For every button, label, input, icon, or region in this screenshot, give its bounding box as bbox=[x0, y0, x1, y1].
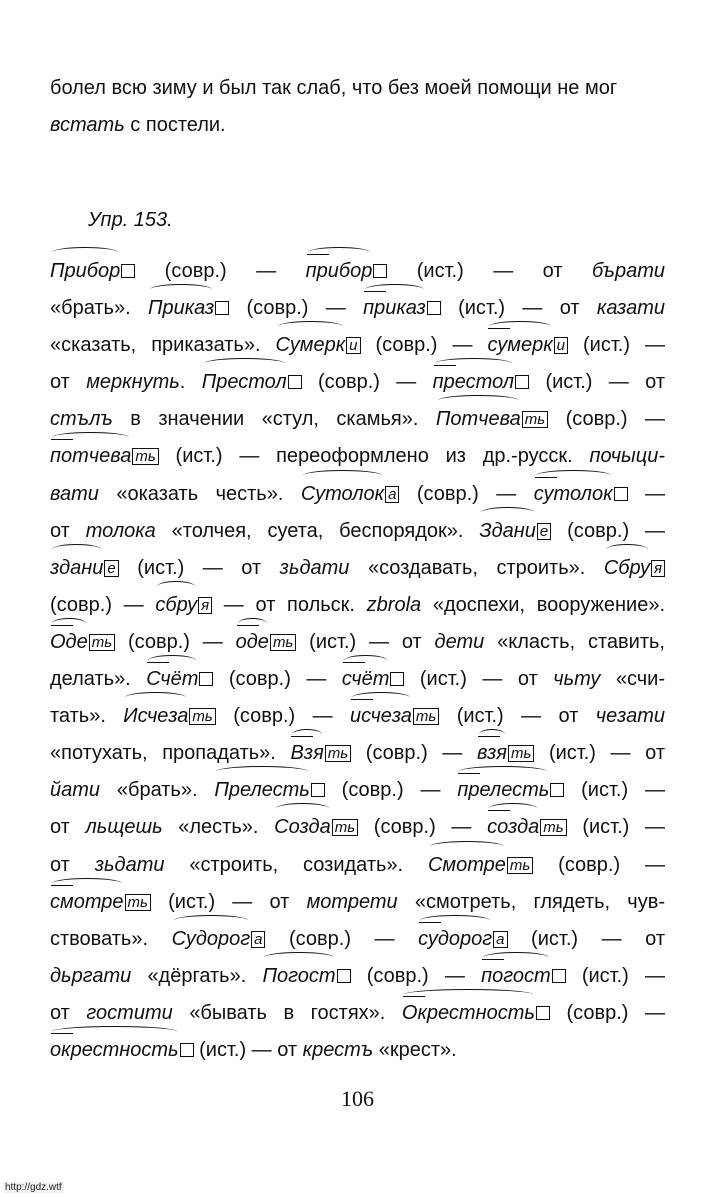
morpheme-word bbox=[50, 476, 99, 513]
ending-box: ть bbox=[189, 708, 215, 725]
plain-text: (совр.) — bbox=[115, 630, 236, 653]
plain-text: «строить, созидать». bbox=[164, 853, 428, 876]
morpheme-word bbox=[597, 290, 665, 327]
root-arc-mark bbox=[264, 952, 333, 963]
plain-text: от bbox=[50, 1001, 87, 1024]
ending-box: ть bbox=[89, 634, 115, 651]
plain-text: тать». bbox=[50, 705, 124, 728]
plain-text: — от польск. bbox=[212, 593, 367, 616]
morpheme-word bbox=[479, 513, 536, 550]
word-text: прелесть bbox=[457, 779, 550, 802]
root-arc-mark bbox=[606, 544, 648, 555]
ending-box: ть bbox=[413, 708, 439, 725]
text-line bbox=[50, 1032, 665, 1069]
null-ending-box bbox=[215, 301, 229, 315]
morpheme-word bbox=[50, 772, 100, 809]
word-text: Сбру bbox=[603, 556, 650, 579]
word-text: смотре bbox=[50, 890, 124, 913]
plain-text: (совр.) — bbox=[50, 593, 156, 616]
word-text: потчева bbox=[50, 445, 132, 468]
morpheme-word bbox=[306, 253, 373, 290]
plain-text: ствовать». bbox=[50, 927, 172, 950]
null-ending-box bbox=[373, 264, 387, 278]
word-text: счёт bbox=[341, 668, 390, 691]
intro-line-1: болел всю зиму и был так слаб, что без моей помощи не мог bbox=[50, 77, 618, 99]
root-arc-mark bbox=[52, 618, 86, 629]
morpheme-word bbox=[553, 661, 600, 698]
word-text: бърати bbox=[591, 260, 665, 282]
null-ending-box bbox=[121, 264, 135, 278]
morpheme-word bbox=[202, 364, 287, 401]
plain-text: (ист.) — bbox=[566, 816, 665, 839]
ending-box: а bbox=[385, 486, 399, 503]
word-text: Сутолок bbox=[300, 482, 385, 505]
null-ending-box bbox=[311, 783, 325, 797]
ending-box: а bbox=[251, 931, 265, 948]
morpheme-word bbox=[50, 550, 103, 587]
root-arc-mark bbox=[489, 321, 550, 332]
word-text: Приказ bbox=[147, 297, 215, 320]
word-text: крестъ bbox=[302, 1038, 374, 1061]
root-arc-mark bbox=[174, 915, 249, 926]
plain-text: в значении «стул, скамья». bbox=[112, 408, 436, 431]
plain-text: (совр.) — bbox=[551, 519, 665, 542]
ending-box: ть bbox=[325, 745, 351, 762]
plain-text: «счи- bbox=[600, 668, 665, 691]
root-arc-mark bbox=[52, 432, 129, 443]
morpheme-word bbox=[50, 1032, 179, 1069]
plain-text: «оказать честь». bbox=[98, 482, 301, 505]
word-text: стълъ bbox=[50, 408, 113, 431]
morpheme-word bbox=[50, 253, 120, 290]
plain-text: «создавать, строить». bbox=[349, 556, 604, 579]
plain-text: (совр.) — bbox=[549, 1001, 666, 1024]
plain-text: (совр.) — bbox=[215, 705, 350, 728]
morpheme-word bbox=[402, 995, 535, 1032]
morpheme-word bbox=[50, 624, 88, 661]
plain-text: (ист.) — от bbox=[387, 260, 592, 282]
word-text: Здани bbox=[479, 519, 536, 542]
plain-text: «брать». bbox=[50, 297, 148, 320]
plain-text: (совр.) — bbox=[360, 334, 488, 357]
word-text: оде bbox=[235, 630, 269, 653]
root-arc-mark bbox=[308, 247, 371, 258]
root-arc-mark bbox=[52, 1026, 177, 1037]
plain-text: от bbox=[50, 816, 86, 839]
morpheme-word bbox=[274, 809, 331, 846]
plain-text: (совр.) — bbox=[135, 260, 306, 282]
plain-text: от bbox=[50, 519, 86, 542]
root-arc-mark bbox=[52, 247, 118, 258]
ending-box: ть bbox=[125, 894, 151, 911]
root-arc-mark bbox=[303, 470, 382, 481]
root-arc-mark bbox=[238, 618, 267, 629]
word-text: Погост bbox=[262, 964, 336, 987]
morpheme-word bbox=[86, 364, 180, 401]
text-line bbox=[50, 253, 665, 290]
plain-text: (совр.) — bbox=[301, 371, 433, 394]
plain-text: (ист.) — от bbox=[507, 927, 665, 950]
text-line bbox=[50, 476, 665, 513]
word-text: Сумерк bbox=[275, 334, 346, 357]
word-text: зьдати bbox=[94, 853, 165, 876]
text-line bbox=[50, 290, 665, 327]
word-text: прибор bbox=[305, 260, 373, 282]
plain-text: (совр.) — bbox=[265, 927, 419, 950]
ending-box: ть bbox=[540, 819, 566, 836]
plain-text: (ист.) — bbox=[565, 964, 665, 987]
root-arc-mark bbox=[352, 692, 410, 703]
root-arc-mark bbox=[216, 766, 307, 777]
word-text: казати bbox=[596, 297, 665, 320]
word-text: Престол bbox=[201, 371, 287, 394]
word-text: Оде bbox=[50, 630, 88, 653]
morpheme-word bbox=[307, 884, 398, 921]
word-text: судорог bbox=[418, 927, 493, 950]
word-text: созда bbox=[487, 816, 540, 839]
word-text: мотрети bbox=[306, 890, 398, 913]
word-text: сбру bbox=[155, 593, 198, 616]
null-ending-box bbox=[199, 672, 213, 686]
ending-box: я bbox=[198, 597, 212, 614]
plain-text: (ист.) — от bbox=[534, 742, 665, 765]
null-ending-box bbox=[427, 301, 441, 315]
root-arc-mark bbox=[489, 803, 537, 814]
morpheme-word bbox=[418, 921, 492, 958]
root-arc-mark bbox=[420, 915, 490, 926]
morpheme-word bbox=[435, 624, 485, 661]
ending-box: ть bbox=[507, 857, 533, 874]
root-arc-mark bbox=[481, 507, 534, 518]
morpheme-word bbox=[301, 476, 384, 513]
null-ending-box bbox=[288, 375, 302, 389]
root-arc-mark bbox=[483, 952, 549, 963]
morpheme-word bbox=[50, 884, 124, 921]
ending-box: ть bbox=[332, 819, 358, 836]
plain-text: «толчея, суета, беспорядок». bbox=[155, 519, 480, 542]
ending-box: а bbox=[493, 931, 507, 948]
text-line bbox=[50, 735, 665, 772]
text-line bbox=[50, 698, 665, 735]
watermark-link[interactable]: http://gdz.wtf bbox=[5, 1182, 62, 1193]
text-line bbox=[50, 921, 665, 958]
word-text: меркнуть bbox=[86, 371, 180, 394]
morpheme-word bbox=[367, 587, 421, 624]
plain-text: «крест». bbox=[373, 1038, 457, 1061]
plain-text: (совр.) — bbox=[548, 408, 665, 431]
plain-text: (ист.) — от bbox=[193, 1038, 303, 1061]
word-text: йати bbox=[50, 779, 101, 802]
morpheme-word bbox=[155, 587, 197, 624]
plain-text: «смотреть, глядеть, чув- bbox=[397, 890, 666, 913]
text-line bbox=[50, 809, 665, 846]
morpheme-word bbox=[172, 921, 251, 958]
word-text: дети bbox=[434, 630, 485, 653]
morpheme-word bbox=[280, 550, 350, 587]
word-text: приказ bbox=[363, 297, 426, 320]
null-ending-box bbox=[550, 783, 564, 797]
word-text: взя bbox=[476, 742, 507, 765]
ending-box: ть bbox=[132, 448, 158, 465]
null-ending-box bbox=[180, 1043, 194, 1057]
root-arc-mark bbox=[292, 729, 321, 740]
root-arc-mark bbox=[536, 470, 611, 481]
plain-text: от bbox=[50, 853, 95, 876]
text-line bbox=[50, 550, 665, 587]
ending-box: е bbox=[104, 560, 118, 577]
null-ending-box bbox=[337, 969, 351, 983]
plain-text: «доспехи, вооружение». bbox=[421, 593, 666, 616]
word-text: Счёт bbox=[146, 668, 199, 691]
plain-text: (ист.) — от bbox=[118, 556, 280, 579]
root-arc-mark bbox=[278, 321, 344, 332]
word-text: сутолок bbox=[533, 482, 613, 505]
plain-text: «потухать, пропадать». bbox=[50, 742, 291, 765]
root-arc-mark bbox=[157, 581, 195, 592]
word-text: льщешь bbox=[85, 816, 163, 839]
plain-text: (ист.) — от bbox=[529, 371, 665, 394]
intro-italic-word: встать bbox=[50, 114, 125, 136]
plain-text: (ист.) — bbox=[564, 779, 665, 802]
ending-box: и bbox=[554, 337, 568, 354]
plain-text: . bbox=[179, 371, 202, 394]
word-text: Смотре bbox=[427, 853, 506, 876]
root-arc-mark bbox=[148, 655, 196, 666]
page-number: 106 bbox=[341, 1086, 374, 1111]
word-text: исчеза bbox=[349, 705, 412, 728]
plain-text: «бывать в гостях». bbox=[172, 1001, 402, 1024]
word-text: почыци- bbox=[589, 445, 665, 468]
ending-box: е bbox=[537, 523, 551, 540]
exercise-title: Упр. 153. bbox=[88, 209, 173, 231]
word-text: вати bbox=[50, 482, 99, 505]
root-arc-mark bbox=[430, 841, 504, 852]
word-text: Судорог bbox=[171, 927, 251, 950]
plain-text: «лесть». bbox=[162, 816, 275, 839]
text-line bbox=[50, 958, 665, 995]
root-arc-mark bbox=[479, 729, 505, 740]
word-text: чьту bbox=[553, 668, 601, 691]
plain-text: — bbox=[627, 482, 665, 505]
ending-box: ть bbox=[522, 411, 548, 428]
null-ending-box bbox=[536, 1006, 550, 1020]
plain-text: «дёргать». bbox=[131, 964, 263, 987]
plain-text: (совр.) — bbox=[213, 668, 342, 691]
root-arc-mark bbox=[404, 989, 533, 1000]
word-text: здани bbox=[50, 556, 104, 579]
word-text: Прелесть bbox=[214, 779, 310, 802]
word-text: Прибор bbox=[50, 260, 121, 282]
plain-text: (совр.) — bbox=[351, 742, 477, 765]
text-line bbox=[50, 513, 665, 550]
word-text: Взя bbox=[290, 742, 324, 765]
text-line bbox=[50, 401, 665, 438]
morpheme-word bbox=[262, 958, 335, 995]
word-text: окрестность bbox=[50, 1038, 179, 1061]
plain-text: «класть, ставить, bbox=[484, 630, 665, 653]
text-line bbox=[50, 884, 665, 921]
ending-box: я bbox=[651, 560, 665, 577]
morpheme-word bbox=[589, 438, 665, 475]
root-arc-mark bbox=[125, 692, 186, 703]
morpheme-word bbox=[487, 809, 539, 846]
plain-text: делать». bbox=[50, 668, 147, 691]
word-text: дьргати bbox=[50, 964, 132, 987]
root-arc-mark bbox=[459, 766, 547, 777]
ending-box: ть bbox=[508, 745, 534, 762]
text-line bbox=[50, 327, 665, 364]
root-arc-mark bbox=[204, 358, 285, 369]
plain-text: от bbox=[50, 371, 87, 394]
morpheme-word bbox=[276, 327, 346, 364]
plain-text: (совр.) — bbox=[358, 816, 488, 839]
morpheme-word bbox=[123, 698, 188, 735]
plain-text: (ист.) — от bbox=[440, 297, 597, 320]
root-arc-mark bbox=[344, 655, 387, 666]
exercise-body bbox=[50, 253, 665, 1069]
null-ending-box bbox=[614, 487, 628, 501]
morpheme-word bbox=[50, 958, 131, 995]
morpheme-word bbox=[350, 698, 412, 735]
morpheme-word bbox=[596, 698, 665, 735]
morpheme-word bbox=[592, 253, 665, 290]
plain-text: (ист.) — от bbox=[404, 668, 554, 691]
root-arc-mark bbox=[435, 358, 512, 369]
plain-text: (ист.) — bbox=[568, 334, 665, 357]
plain-text: «брать». bbox=[100, 779, 215, 802]
morpheme-word bbox=[604, 550, 650, 587]
word-text: Исчеза bbox=[123, 705, 189, 728]
ending-box: ть bbox=[270, 634, 296, 651]
null-ending-box bbox=[390, 672, 404, 686]
word-text: погост bbox=[481, 964, 551, 987]
morpheme-word bbox=[534, 476, 613, 513]
morpheme-word bbox=[363, 290, 426, 327]
plain-text: (совр.) — bbox=[533, 853, 665, 876]
plain-text: (совр.) — bbox=[229, 297, 364, 320]
morpheme-word bbox=[86, 513, 156, 550]
text-line bbox=[50, 847, 665, 884]
root-arc-mark bbox=[365, 284, 424, 295]
plain-text: «сказать, приказать». bbox=[50, 334, 276, 357]
intro-line-2-rest: с постели. bbox=[124, 114, 226, 136]
root-arc-mark bbox=[52, 544, 101, 555]
root-arc-mark bbox=[150, 284, 212, 295]
null-ending-box bbox=[552, 969, 566, 983]
plain-text: (ист.) — от bbox=[439, 705, 596, 728]
text-line bbox=[50, 587, 665, 624]
word-text: чезати bbox=[595, 705, 665, 728]
ending-box: и bbox=[346, 337, 360, 354]
root-arc-mark bbox=[276, 803, 329, 814]
word-text: толока bbox=[85, 519, 156, 542]
morpheme-word bbox=[436, 401, 521, 438]
word-text: сумерк bbox=[487, 334, 553, 357]
word-text: Окрестность bbox=[401, 1001, 535, 1024]
word-text: Созда bbox=[274, 816, 331, 839]
word-text: зьдати bbox=[279, 556, 350, 579]
word-text: zbrola bbox=[366, 593, 422, 616]
null-ending-box bbox=[515, 375, 529, 389]
plain-text: (совр.) — bbox=[324, 779, 458, 802]
word-text: гостити bbox=[86, 1001, 173, 1024]
plain-text: (совр.) — bbox=[399, 482, 534, 505]
word-text: престол bbox=[432, 371, 515, 394]
morpheme-word bbox=[50, 438, 131, 475]
root-arc-mark bbox=[438, 395, 519, 406]
morpheme-word bbox=[86, 809, 163, 846]
plain-text: (ист.) — от bbox=[150, 890, 307, 913]
root-arc-mark bbox=[52, 878, 122, 889]
text-line bbox=[50, 772, 665, 809]
plain-text: (ист.) — переоформлено из др.-русск. bbox=[158, 445, 590, 468]
morpheme-word bbox=[428, 847, 506, 884]
morpheme-word bbox=[236, 624, 269, 661]
intro-paragraph bbox=[50, 70, 665, 144]
plain-text: (ист.) — от bbox=[296, 630, 435, 653]
plain-text: (совр.) — bbox=[350, 964, 482, 987]
morpheme-word bbox=[148, 290, 214, 327]
text-line bbox=[50, 364, 665, 401]
word-text: Потчева bbox=[435, 408, 521, 431]
morpheme-word bbox=[303, 1032, 374, 1069]
